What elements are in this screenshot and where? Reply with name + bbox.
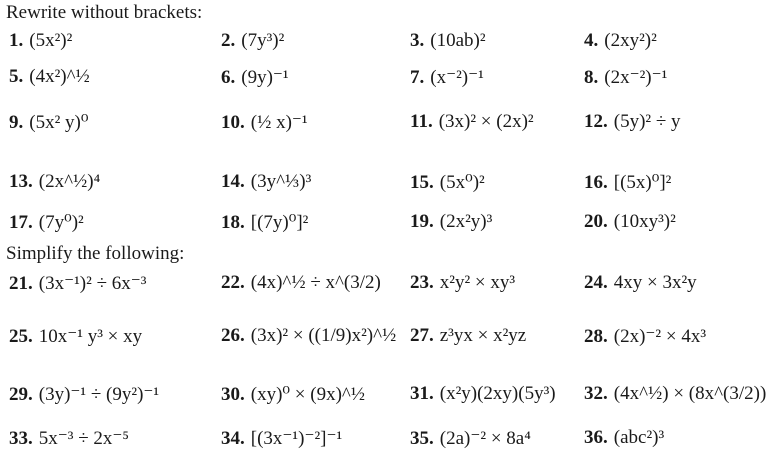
problem-expression: (xy)⁰ × (9x)^½ — [250, 384, 366, 405]
problem-number: 21. — [9, 273, 33, 294]
problem-13 — [9, 171, 100, 193]
problem-number: 20. — [584, 211, 608, 232]
problem-20 — [584, 211, 676, 233]
problem-expression: [(3x⁻¹)⁻²]⁻¹ — [250, 428, 343, 449]
problem-33 — [9, 427, 129, 450]
problem-expression: (4x)^½ ÷ x^(3/2) — [250, 272, 381, 293]
problem-30 — [221, 383, 365, 406]
problem-expression: 5x⁻³ ÷ 2x⁻⁵ — [38, 428, 130, 449]
problem-number: 29. — [9, 384, 33, 405]
problem-29 — [9, 383, 159, 406]
problem-expression: (3x⁻¹)² ÷ 6x⁻³ — [38, 273, 147, 294]
problem-number: 11. — [410, 111, 433, 132]
problem-10 — [221, 111, 308, 134]
problem-number: 23. — [410, 272, 434, 293]
problem-35 — [410, 427, 531, 450]
problem-expression: (9y)⁻¹ — [241, 67, 289, 88]
problem-number: 13. — [9, 171, 33, 192]
problem-expression: [(7y)⁰]² — [250, 212, 309, 233]
problem-number: 26. — [221, 325, 245, 346]
problem-7 — [410, 66, 484, 89]
problem-number: 18. — [221, 212, 245, 233]
problem-number: 27. — [410, 325, 434, 346]
problem-36 — [584, 427, 664, 449]
problem-number: 7. — [410, 67, 425, 88]
problem-expression: (4x²)^½ — [29, 66, 90, 87]
problem-expression: (3y^⅓)³ — [250, 171, 312, 192]
problem-number: 9. — [9, 112, 24, 133]
problem-9 — [9, 111, 88, 134]
problem-number: 25. — [9, 326, 33, 347]
problem-11 — [410, 111, 534, 133]
problem-4 — [584, 30, 657, 52]
problem-12 — [584, 111, 681, 133]
problem-number: 5. — [9, 66, 24, 87]
problem-expression: (2x^½)⁴ — [38, 171, 101, 192]
problem-number: 14. — [221, 171, 245, 192]
problem-24 — [584, 272, 697, 294]
problem-17 — [9, 211, 84, 234]
problem-expression: (abc²)³ — [613, 427, 665, 448]
problem-number: 34. — [221, 428, 245, 449]
problem-6 — [221, 66, 289, 89]
problem-expression: (5y)² ÷ y — [613, 111, 681, 132]
problem-3 — [410, 30, 486, 52]
problem-number: 15. — [410, 172, 434, 193]
problem-34 — [221, 427, 342, 450]
problem-expression: 10x⁻¹ y³ × xy — [38, 326, 143, 347]
problem-expression: (2xy²)² — [604, 30, 657, 51]
problem-26 — [221, 325, 396, 347]
problem-expression: (4x^½) × (8x^(3/2)) — [613, 383, 766, 404]
problem-18 — [221, 211, 308, 234]
section1-heading: Rewrite without brackets: — [6, 2, 203, 23]
problem-expression: (x⁻²)⁻¹ — [430, 67, 484, 88]
problem-expression: (x²y)(2xy)(5y³) — [439, 383, 556, 404]
problem-number: 24. — [584, 272, 608, 293]
problem-number: 4. — [584, 30, 599, 51]
problem-number: 12. — [584, 111, 608, 132]
problem-expression: 4xy × 3x²y — [613, 272, 697, 293]
problem-16 — [584, 171, 671, 194]
problem-expression: (5x²)² — [29, 30, 73, 51]
problem-number: 17. — [9, 212, 33, 233]
problem-expression: (7y⁰)² — [38, 212, 84, 233]
problem-expression: (2x²y)³ — [439, 211, 493, 232]
problem-expression: (10ab)² — [430, 30, 486, 51]
problem-5 — [9, 66, 90, 88]
problem-expression: (3x)² × ((1/9)x²)^½ — [250, 325, 397, 346]
problem-expression: (3y)⁻¹ ÷ (9y²)⁻¹ — [38, 384, 160, 405]
problem-15 — [410, 171, 485, 194]
problem-number: 36. — [584, 427, 608, 448]
problem-expression: z³yx × x²yz — [439, 325, 527, 346]
problem-number: 31. — [410, 383, 434, 404]
problem-8 — [584, 66, 667, 89]
problem-23 — [410, 272, 515, 294]
problem-21 — [9, 272, 146, 295]
problem-expression: (2x⁻²)⁻¹ — [604, 67, 668, 88]
problem-expression: (10xy³)² — [613, 211, 676, 232]
problem-number: 8. — [584, 67, 599, 88]
problem-expression: (½ x)⁻¹ — [250, 112, 308, 133]
problem-number: 10. — [221, 112, 245, 133]
problem-2 — [221, 30, 284, 52]
problem-number: 1. — [9, 30, 24, 51]
problem-number: 19. — [410, 211, 434, 232]
problem-expression: x²y² × xy³ — [439, 272, 516, 293]
problem-number: 33. — [9, 428, 33, 449]
problem-25 — [9, 325, 142, 348]
problem-number: 16. — [584, 172, 608, 193]
problem-number: 6. — [221, 67, 236, 88]
problem-number: 30. — [221, 384, 245, 405]
problem-27 — [410, 325, 526, 347]
problem-expression: (2a)⁻² × 8a⁴ — [439, 428, 531, 449]
problem-32 — [584, 383, 766, 405]
problem-number: 28. — [584, 326, 608, 347]
problem-expression: (5x⁰)² — [439, 172, 485, 193]
problem-expression: (2x)⁻² × 4x³ — [613, 326, 707, 347]
problem-expression: (7y³)² — [241, 30, 285, 51]
problem-number: 32. — [584, 383, 608, 404]
problem-number: 3. — [410, 30, 425, 51]
problem-number: 35. — [410, 428, 434, 449]
problem-22 — [221, 272, 381, 294]
problem-number: 22. — [221, 272, 245, 293]
problem-28 — [584, 325, 706, 348]
problem-1 — [9, 30, 72, 52]
section2-heading: Simplify the following: — [6, 243, 185, 264]
problem-19 — [410, 211, 492, 233]
problem-expression: [(5x)⁰]² — [613, 172, 672, 193]
problem-14 — [221, 171, 311, 193]
problem-expression: (3x)² × (2x)² — [438, 111, 534, 132]
problem-31 — [410, 383, 556, 405]
problem-expression: (5x² y)⁰ — [29, 112, 89, 133]
problem-number: 2. — [221, 30, 236, 51]
